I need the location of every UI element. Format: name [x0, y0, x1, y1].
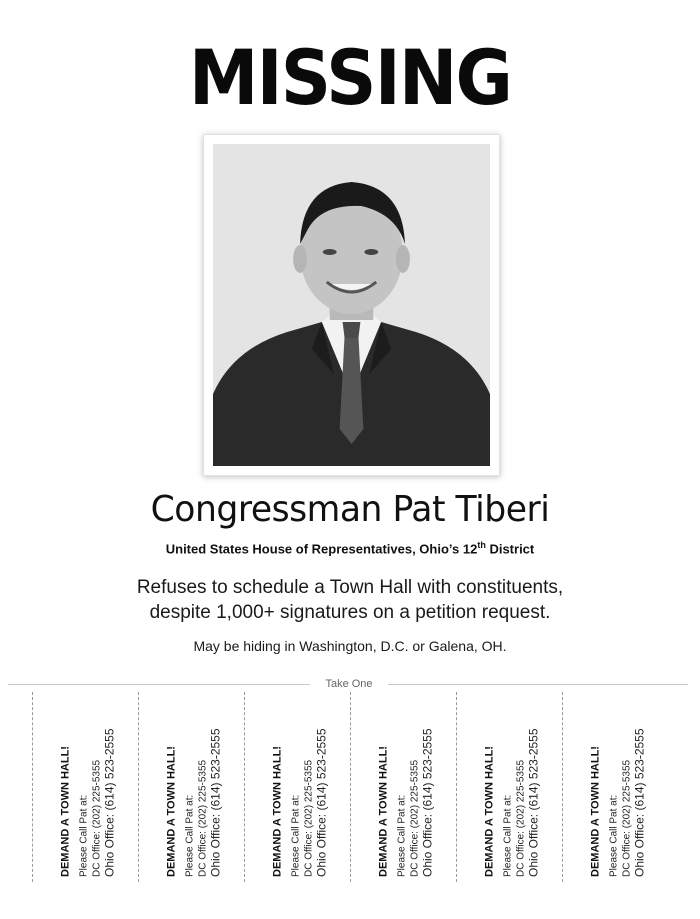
- tab-ohio-office: Ohio Office: (614) 523-2555: [632, 728, 647, 877]
- tab-dc-office: DC Office: (202) 225-5355: [197, 759, 209, 877]
- district-superscript: th: [477, 540, 486, 550]
- tab-demand: DEMAND A TOWN HALL!: [483, 746, 496, 877]
- tear-off-tab[interactable]: [456, 692, 562, 882]
- district-prefix: United States House of Representatives, Ohio’s 12: [165, 541, 478, 557]
- tab-dc-office: DC Office: (202) 225-5355: [621, 759, 633, 877]
- tab-text: [478, 697, 541, 877]
- tab-ohio-office: Ohio Office: (614) 523-2555: [208, 728, 223, 877]
- tab-dc-office: DC Office: (202) 225-5355: [515, 759, 527, 877]
- statement-line-2: despite 1,000+ signatures on a petition request.: [149, 602, 551, 623]
- tab-text: [266, 697, 329, 877]
- congressman-name: Congressman Pat Tiberi: [150, 489, 550, 530]
- tab-text: [584, 697, 647, 877]
- tab-demand: DEMAND A TOWN HALL!: [165, 746, 178, 877]
- tab-text: [160, 697, 223, 877]
- portrait-illustration: [213, 144, 490, 466]
- headline: MISSING: [188, 33, 512, 122]
- tab-text: [54, 697, 117, 877]
- tear-off-tab[interactable]: [350, 692, 456, 882]
- tab-call: Please Call Pat at:: [502, 794, 514, 877]
- tear-off-tab[interactable]: [32, 692, 138, 882]
- portrait-photo: [213, 144, 490, 466]
- tear-off-tab[interactable]: [562, 692, 668, 882]
- tab-call: Please Call Pat at:: [78, 794, 90, 877]
- tab-ohio-office: Ohio Office: (614) 523-2555: [526, 728, 541, 877]
- statement-line-1: Refuses to schedule a Town Hall with constituents,: [136, 577, 564, 598]
- district-suffix: District: [485, 541, 535, 557]
- tab-dc-office: DC Office: (202) 225-5355: [303, 759, 315, 877]
- tab-ohio-office: Ohio Office: (614) 523-2555: [102, 728, 117, 877]
- tear-off-tab[interactable]: [138, 692, 244, 882]
- tab-demand: DEMAND A TOWN HALL!: [59, 746, 72, 877]
- portrait-frame: [203, 134, 500, 476]
- tab-call: Please Call Pat at:: [184, 794, 196, 877]
- district-line: [0, 536, 700, 558]
- hiding-note: May be hiding in Washington, D.C. or Galena, OH.: [193, 638, 507, 654]
- tab-ohio-office: Ohio Office: (614) 523-2555: [314, 728, 329, 877]
- tab-text: [372, 697, 435, 877]
- tab-dc-office: DC Office: (202) 225-5355: [91, 759, 103, 877]
- tab-call: Please Call Pat at:: [396, 794, 408, 877]
- tab-demand: DEMAND A TOWN HALL!: [377, 746, 390, 877]
- statement: [0, 575, 700, 625]
- tab-call: Please Call Pat at:: [290, 794, 302, 877]
- tab-demand: DEMAND A TOWN HALL!: [589, 746, 602, 877]
- tear-off-tabs: [32, 692, 668, 882]
- tab-call: Please Call Pat at:: [608, 794, 620, 877]
- take-one-label: Take One: [310, 676, 388, 692]
- tab-ohio-office: Ohio Office: (614) 523-2555: [420, 728, 435, 877]
- tab-demand: DEMAND A TOWN HALL!: [271, 746, 284, 877]
- tear-off-tab[interactable]: [244, 692, 350, 882]
- tab-dc-office: DC Office: (202) 225-5355: [409, 759, 421, 877]
